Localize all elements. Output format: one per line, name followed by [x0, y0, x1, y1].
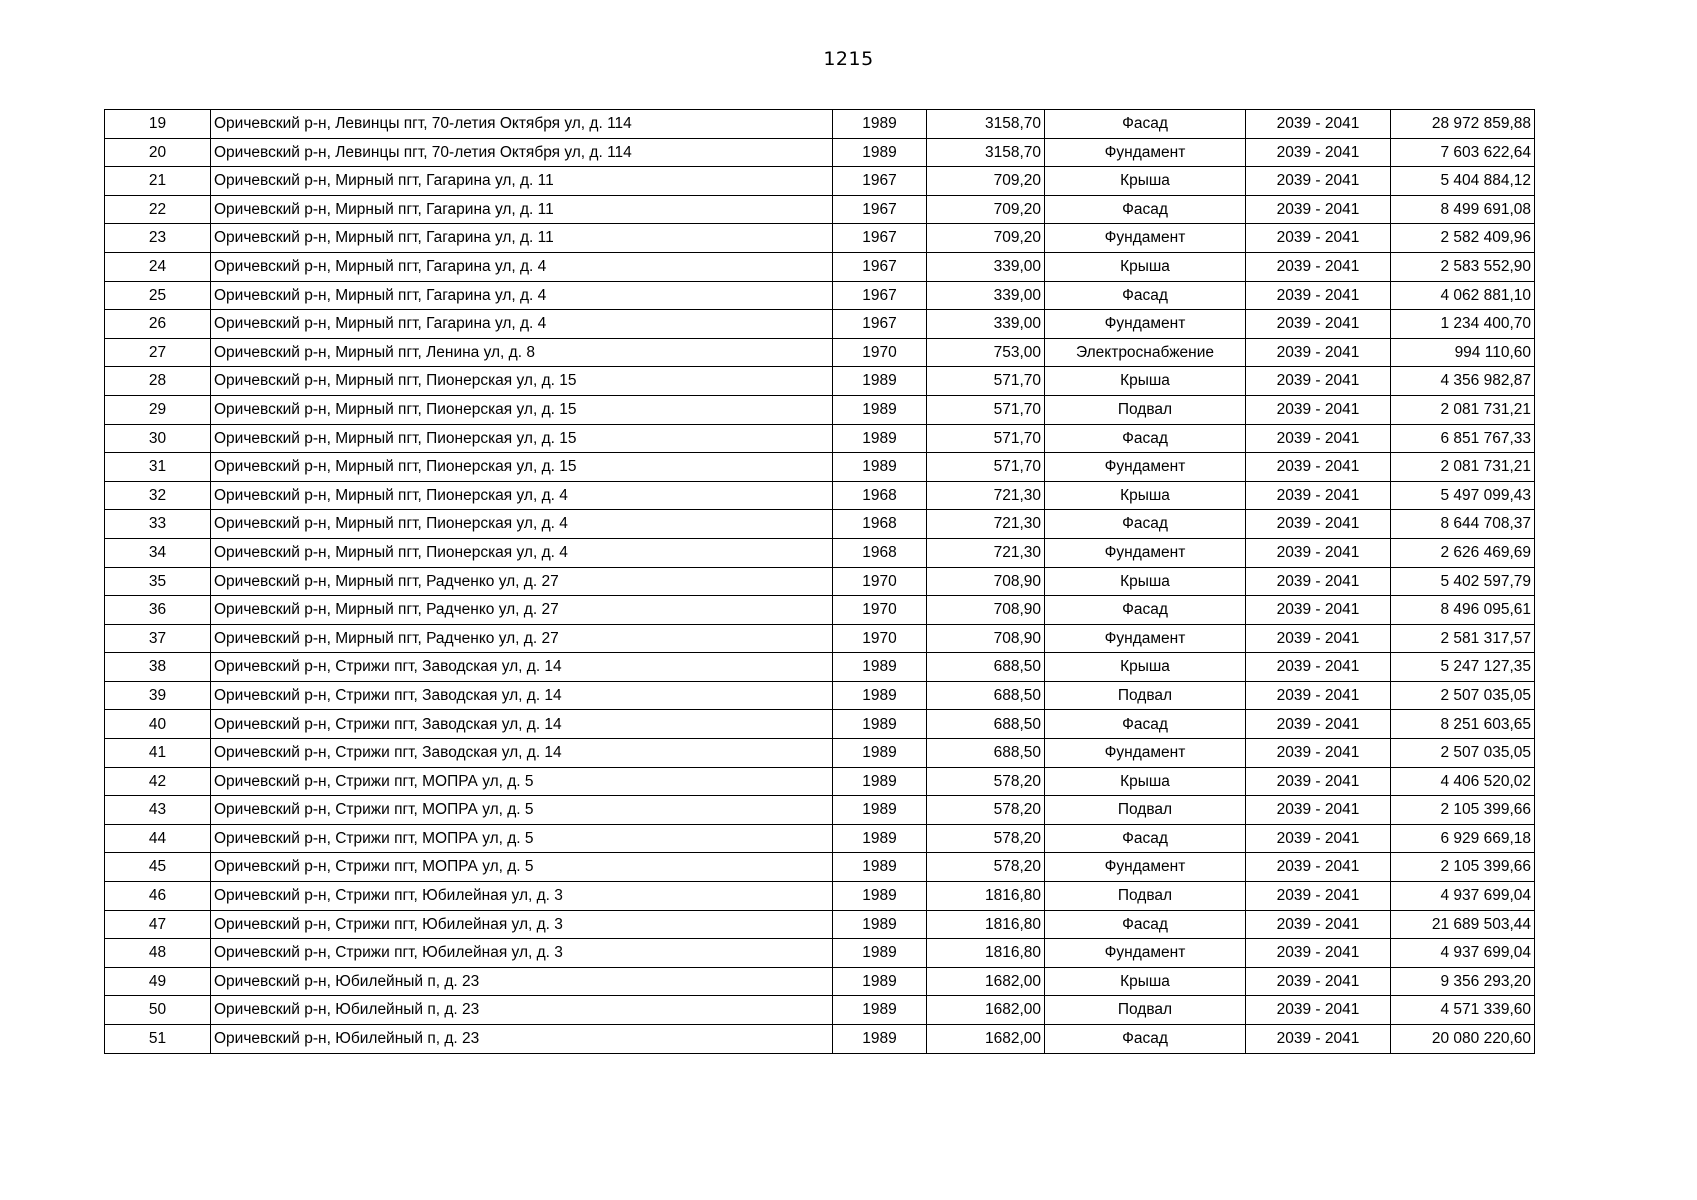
table-row [105, 824, 1535, 853]
period-cell: 2039 - 2041 [1246, 939, 1391, 968]
table-row [105, 481, 1535, 510]
period-cell: 2039 - 2041 [1246, 424, 1391, 453]
cost-cell: 2 105 399,66 [1391, 796, 1535, 825]
period-cell: 2039 - 2041 [1246, 853, 1391, 882]
address-cell: Оричевский р-н, Мирный пгт, Гагарина ул, д. 11 [211, 167, 833, 196]
area-cell: 571,70 [927, 453, 1045, 482]
table-row [105, 567, 1535, 596]
work-type-cell: Фасад [1045, 1025, 1246, 1054]
period-cell: 2039 - 2041 [1246, 395, 1391, 424]
address-cell: Оричевский р-н, Стрижи пгт, МОПРА ул, д. 5 [211, 824, 833, 853]
year-built-cell: 1989 [833, 939, 927, 968]
work-type-cell: Фундамент [1045, 624, 1246, 653]
cost-cell: 8 499 691,08 [1391, 195, 1535, 224]
year-built-cell: 1989 [833, 710, 927, 739]
area-cell: 709,20 [927, 224, 1045, 253]
address-cell: Оричевский р-н, Стрижи пгт, Заводская ул, д. 14 [211, 681, 833, 710]
work-type-cell: Подвал [1045, 996, 1246, 1025]
row-number-cell: 51 [105, 1025, 211, 1054]
year-built-cell: 1970 [833, 338, 927, 367]
cost-cell: 5 247 127,35 [1391, 653, 1535, 682]
period-cell: 2039 - 2041 [1246, 367, 1391, 396]
table-row [105, 996, 1535, 1025]
work-type-cell: Крыша [1045, 252, 1246, 281]
area-cell: 571,70 [927, 424, 1045, 453]
row-number-cell: 28 [105, 367, 211, 396]
cost-cell: 5 497 099,43 [1391, 481, 1535, 510]
address-cell: Оричевский р-н, Юбилейный п, д. 23 [211, 996, 833, 1025]
area-cell: 339,00 [927, 310, 1045, 339]
address-cell: Оричевский р-н, Мирный пгт, Радченко ул, д. 27 [211, 567, 833, 596]
row-number-cell: 50 [105, 996, 211, 1025]
year-built-cell: 1989 [833, 996, 927, 1025]
table-row [105, 281, 1535, 310]
table-body [105, 110, 1535, 1054]
period-cell: 2039 - 2041 [1246, 567, 1391, 596]
cost-cell: 4 356 982,87 [1391, 367, 1535, 396]
row-number-cell: 37 [105, 624, 211, 653]
work-type-cell: Фасад [1045, 281, 1246, 310]
work-type-cell: Фундамент [1045, 939, 1246, 968]
area-cell: 709,20 [927, 195, 1045, 224]
row-number-cell: 25 [105, 281, 211, 310]
address-cell: Оричевский р-н, Мирный пгт, Пионерская ул, д. 15 [211, 367, 833, 396]
address-cell: Оричевский р-н, Стрижи пгт, Юбилейная ул, д. 3 [211, 910, 833, 939]
work-type-cell: Фундамент [1045, 224, 1246, 253]
work-type-cell: Крыша [1045, 653, 1246, 682]
table-row [105, 395, 1535, 424]
row-number-cell: 19 [105, 110, 211, 139]
row-number-cell: 39 [105, 681, 211, 710]
period-cell: 2039 - 2041 [1246, 767, 1391, 796]
period-cell: 2039 - 2041 [1246, 796, 1391, 825]
area-cell: 571,70 [927, 367, 1045, 396]
address-cell: Оричевский р-н, Мирный пгт, Пионерская ул, д. 4 [211, 481, 833, 510]
address-cell: Оричевский р-н, Стрижи пгт, Заводская ул, д. 14 [211, 739, 833, 768]
period-cell: 2039 - 2041 [1246, 739, 1391, 768]
table-row [105, 882, 1535, 911]
address-cell: Оричевский р-н, Стрижи пгт, МОПРА ул, д. 5 [211, 796, 833, 825]
year-built-cell: 1967 [833, 167, 927, 196]
year-built-cell: 1989 [833, 882, 927, 911]
work-type-cell: Крыша [1045, 967, 1246, 996]
work-type-cell: Фундамент [1045, 138, 1246, 167]
year-built-cell: 1989 [833, 453, 927, 482]
area-cell: 1682,00 [927, 1025, 1045, 1054]
period-cell: 2039 - 2041 [1246, 824, 1391, 853]
address-cell: Оричевский р-н, Мирный пгт, Пионерская ул, д. 15 [211, 453, 833, 482]
work-type-cell: Фасад [1045, 110, 1246, 139]
row-number-cell: 41 [105, 739, 211, 768]
year-built-cell: 1970 [833, 567, 927, 596]
cost-cell: 2 081 731,21 [1391, 395, 1535, 424]
table-row [105, 653, 1535, 682]
year-built-cell: 1967 [833, 310, 927, 339]
row-number-cell: 29 [105, 395, 211, 424]
row-number-cell: 33 [105, 510, 211, 539]
area-cell: 688,50 [927, 710, 1045, 739]
period-cell: 2039 - 2041 [1246, 510, 1391, 539]
table-row [105, 195, 1535, 224]
area-cell: 721,30 [927, 538, 1045, 567]
address-cell: Оричевский р-н, Мирный пгт, Пионерская ул, д. 4 [211, 510, 833, 539]
year-built-cell: 1967 [833, 281, 927, 310]
table-row [105, 624, 1535, 653]
year-built-cell: 1989 [833, 1025, 927, 1054]
address-cell: Оричевский р-н, Мирный пгт, Пионерская ул, д. 15 [211, 424, 833, 453]
year-built-cell: 1967 [833, 224, 927, 253]
row-number-cell: 30 [105, 424, 211, 453]
table-row [105, 910, 1535, 939]
work-type-cell: Фасад [1045, 195, 1246, 224]
year-built-cell: 1968 [833, 510, 927, 539]
work-type-cell: Фасад [1045, 824, 1246, 853]
cost-cell: 5 404 884,12 [1391, 167, 1535, 196]
work-type-cell: Фасад [1045, 424, 1246, 453]
period-cell: 2039 - 2041 [1246, 338, 1391, 367]
table-row [105, 424, 1535, 453]
area-cell: 339,00 [927, 281, 1045, 310]
year-built-cell: 1970 [833, 624, 927, 653]
work-type-cell: Фасад [1045, 910, 1246, 939]
table-row [105, 224, 1535, 253]
cost-cell: 1 234 400,70 [1391, 310, 1535, 339]
cost-cell: 8 496 095,61 [1391, 596, 1535, 625]
work-type-cell: Подвал [1045, 395, 1246, 424]
address-cell: Оричевский р-н, Мирный пгт, Гагарина ул, д. 11 [211, 224, 833, 253]
year-built-cell: 1967 [833, 252, 927, 281]
period-cell: 2039 - 2041 [1246, 310, 1391, 339]
cost-cell: 28 972 859,88 [1391, 110, 1535, 139]
area-cell: 3158,70 [927, 138, 1045, 167]
address-cell: Оричевский р-н, Стрижи пгт, Заводская ул, д. 14 [211, 710, 833, 739]
year-built-cell: 1989 [833, 653, 927, 682]
work-type-cell: Фундамент [1045, 310, 1246, 339]
period-cell: 2039 - 2041 [1246, 710, 1391, 739]
row-number-cell: 44 [105, 824, 211, 853]
period-cell: 2039 - 2041 [1246, 110, 1391, 139]
address-cell: Оричевский р-н, Мирный пгт, Гагарина ул, д. 11 [211, 195, 833, 224]
row-number-cell: 20 [105, 138, 211, 167]
work-type-cell: Подвал [1045, 796, 1246, 825]
cost-cell: 994 110,60 [1391, 338, 1535, 367]
table-row [105, 138, 1535, 167]
work-type-cell: Фасад [1045, 596, 1246, 625]
period-cell: 2039 - 2041 [1246, 538, 1391, 567]
area-cell: 721,30 [927, 510, 1045, 539]
row-number-cell: 42 [105, 767, 211, 796]
year-built-cell: 1989 [833, 367, 927, 396]
period-cell: 2039 - 2041 [1246, 653, 1391, 682]
cost-cell: 2 081 731,21 [1391, 453, 1535, 482]
row-number-cell: 40 [105, 710, 211, 739]
table-row [105, 310, 1535, 339]
work-type-cell: Фундамент [1045, 739, 1246, 768]
year-built-cell: 1989 [833, 739, 927, 768]
area-cell: 709,20 [927, 167, 1045, 196]
row-number-cell: 32 [105, 481, 211, 510]
cost-cell: 4 937 699,04 [1391, 939, 1535, 968]
row-number-cell: 45 [105, 853, 211, 882]
cost-cell: 2 105 399,66 [1391, 853, 1535, 882]
address-cell: Оричевский р-н, Левинцы пгт, 70-летия Октября ул, д. 114 [211, 110, 833, 139]
period-cell: 2039 - 2041 [1246, 281, 1391, 310]
address-cell: Оричевский р-н, Стрижи пгт, Заводская ул, д. 14 [211, 653, 833, 682]
address-cell: Оричевский р-н, Мирный пгт, Радченко ул, д. 27 [211, 596, 833, 625]
area-cell: 688,50 [927, 653, 1045, 682]
area-cell: 708,90 [927, 596, 1045, 625]
table-row [105, 710, 1535, 739]
work-type-cell: Фундамент [1045, 453, 1246, 482]
cost-cell: 9 356 293,20 [1391, 967, 1535, 996]
row-number-cell: 23 [105, 224, 211, 253]
year-built-cell: 1989 [833, 138, 927, 167]
cost-cell: 4 937 699,04 [1391, 882, 1535, 911]
cost-cell: 6 851 767,33 [1391, 424, 1535, 453]
year-built-cell: 1989 [833, 110, 927, 139]
area-cell: 578,20 [927, 824, 1045, 853]
address-cell: Оричевский р-н, Мирный пгт, Пионерская ул, д. 15 [211, 395, 833, 424]
row-number-cell: 35 [105, 567, 211, 596]
period-cell: 2039 - 2041 [1246, 453, 1391, 482]
table-row [105, 596, 1535, 625]
cost-cell: 8 644 708,37 [1391, 510, 1535, 539]
period-cell: 2039 - 2041 [1246, 1025, 1391, 1054]
year-built-cell: 1968 [833, 481, 927, 510]
row-number-cell: 47 [105, 910, 211, 939]
cost-cell: 20 080 220,60 [1391, 1025, 1535, 1054]
area-cell: 708,90 [927, 567, 1045, 596]
table-row [105, 110, 1535, 139]
area-cell: 571,70 [927, 395, 1045, 424]
year-built-cell: 1989 [833, 681, 927, 710]
table-row [105, 739, 1535, 768]
year-built-cell: 1967 [833, 195, 927, 224]
period-cell: 2039 - 2041 [1246, 481, 1391, 510]
area-cell: 1682,00 [927, 996, 1045, 1025]
area-cell: 1816,80 [927, 939, 1045, 968]
table-row [105, 538, 1535, 567]
year-built-cell: 1970 [833, 596, 927, 625]
row-number-cell: 21 [105, 167, 211, 196]
table-row [105, 252, 1535, 281]
row-number-cell: 24 [105, 252, 211, 281]
area-cell: 708,90 [927, 624, 1045, 653]
row-number-cell: 46 [105, 882, 211, 911]
table-row [105, 453, 1535, 482]
address-cell: Оричевский р-н, Мирный пгт, Радченко ул, д. 27 [211, 624, 833, 653]
address-cell: Оричевский р-н, Юбилейный п, д. 23 [211, 1025, 833, 1054]
address-cell: Оричевский р-н, Юбилейный п, д. 23 [211, 967, 833, 996]
period-cell: 2039 - 2041 [1246, 967, 1391, 996]
period-cell: 2039 - 2041 [1246, 910, 1391, 939]
address-cell: Оричевский р-н, Стрижи пгт, МОПРА ул, д. 5 [211, 853, 833, 882]
work-type-cell: Крыша [1045, 767, 1246, 796]
table-row [105, 1025, 1535, 1054]
table-row [105, 510, 1535, 539]
work-type-cell: Подвал [1045, 882, 1246, 911]
table-row [105, 367, 1535, 396]
cost-cell: 5 402 597,79 [1391, 567, 1535, 596]
cost-cell: 7 603 622,64 [1391, 138, 1535, 167]
year-built-cell: 1989 [833, 424, 927, 453]
table-row [105, 167, 1535, 196]
year-built-cell: 1989 [833, 796, 927, 825]
table-row [105, 681, 1535, 710]
work-type-cell: Крыша [1045, 167, 1246, 196]
work-type-cell: Фасад [1045, 510, 1246, 539]
row-number-cell: 22 [105, 195, 211, 224]
work-type-cell: Крыша [1045, 567, 1246, 596]
address-cell: Оричевский р-н, Стрижи пгт, Юбилейная ул, д. 3 [211, 939, 833, 968]
area-cell: 1816,80 [927, 882, 1045, 911]
row-number-cell: 26 [105, 310, 211, 339]
year-built-cell: 1989 [833, 967, 927, 996]
year-built-cell: 1989 [833, 767, 927, 796]
period-cell: 2039 - 2041 [1246, 624, 1391, 653]
address-cell: Оричевский р-н, Мирный пгт, Гагарина ул, д. 4 [211, 252, 833, 281]
area-cell: 578,20 [927, 853, 1045, 882]
year-built-cell: 1968 [833, 538, 927, 567]
cost-cell: 8 251 603,65 [1391, 710, 1535, 739]
cost-cell: 2 626 469,69 [1391, 538, 1535, 567]
year-built-cell: 1989 [833, 395, 927, 424]
cost-cell: 2 581 317,57 [1391, 624, 1535, 653]
address-cell: Оричевский р-н, Стрижи пгт, МОПРА ул, д. 5 [211, 767, 833, 796]
address-cell: Оричевский р-н, Стрижи пгт, Юбилейная ул, д. 3 [211, 882, 833, 911]
row-number-cell: 38 [105, 653, 211, 682]
period-cell: 2039 - 2041 [1246, 882, 1391, 911]
area-cell: 1816,80 [927, 910, 1045, 939]
table-row [105, 796, 1535, 825]
address-cell: Оричевский р-н, Мирный пгт, Гагарина ул, д. 4 [211, 310, 833, 339]
table-row [105, 967, 1535, 996]
period-cell: 2039 - 2041 [1246, 596, 1391, 625]
year-built-cell: 1989 [833, 910, 927, 939]
year-built-cell: 1989 [833, 853, 927, 882]
address-cell: Оричевский р-н, Левинцы пгт, 70-летия Октября ул, д. 114 [211, 138, 833, 167]
cost-cell: 2 507 035,05 [1391, 681, 1535, 710]
work-type-cell: Подвал [1045, 681, 1246, 710]
table-row [105, 767, 1535, 796]
period-cell: 2039 - 2041 [1246, 252, 1391, 281]
period-cell: 2039 - 2041 [1246, 138, 1391, 167]
cost-cell: 4 062 881,10 [1391, 281, 1535, 310]
area-cell: 753,00 [927, 338, 1045, 367]
period-cell: 2039 - 2041 [1246, 681, 1391, 710]
cost-cell: 4 406 520,02 [1391, 767, 1535, 796]
table-row [105, 338, 1535, 367]
cost-cell: 4 571 339,60 [1391, 996, 1535, 1025]
cost-cell: 6 929 669,18 [1391, 824, 1535, 853]
table-row [105, 853, 1535, 882]
cost-cell: 2 507 035,05 [1391, 739, 1535, 768]
registry-table [104, 109, 1535, 1054]
work-type-cell: Фундамент [1045, 538, 1246, 567]
cost-cell: 2 583 552,90 [1391, 252, 1535, 281]
area-cell: 339,00 [927, 252, 1045, 281]
area-cell: 3158,70 [927, 110, 1045, 139]
area-cell: 1682,00 [927, 967, 1045, 996]
work-type-cell: Электроснабжение [1045, 338, 1246, 367]
work-type-cell: Крыша [1045, 367, 1246, 396]
row-number-cell: 48 [105, 939, 211, 968]
period-cell: 2039 - 2041 [1246, 996, 1391, 1025]
work-type-cell: Крыша [1045, 481, 1246, 510]
period-cell: 2039 - 2041 [1246, 167, 1391, 196]
table-row [105, 939, 1535, 968]
cost-cell: 2 582 409,96 [1391, 224, 1535, 253]
area-cell: 721,30 [927, 481, 1045, 510]
cost-cell: 21 689 503,44 [1391, 910, 1535, 939]
area-cell: 688,50 [927, 681, 1045, 710]
period-cell: 2039 - 2041 [1246, 224, 1391, 253]
work-type-cell: Фасад [1045, 710, 1246, 739]
year-built-cell: 1989 [833, 824, 927, 853]
row-number-cell: 49 [105, 967, 211, 996]
row-number-cell: 36 [105, 596, 211, 625]
address-cell: Оричевский р-н, Мирный пгт, Пионерская ул, д. 4 [211, 538, 833, 567]
row-number-cell: 34 [105, 538, 211, 567]
area-cell: 578,20 [927, 796, 1045, 825]
area-cell: 688,50 [927, 739, 1045, 768]
row-number-cell: 27 [105, 338, 211, 367]
area-cell: 578,20 [927, 767, 1045, 796]
address-cell: Оричевский р-н, Мирный пгт, Гагарина ул, д. 4 [211, 281, 833, 310]
address-cell: Оричевский р-н, Мирный пгт, Ленина ул, д. 8 [211, 338, 833, 367]
row-number-cell: 31 [105, 453, 211, 482]
row-number-cell: 43 [105, 796, 211, 825]
work-type-cell: Фундамент [1045, 853, 1246, 882]
page-number: 1215 [823, 48, 874, 70]
period-cell: 2039 - 2041 [1246, 195, 1391, 224]
